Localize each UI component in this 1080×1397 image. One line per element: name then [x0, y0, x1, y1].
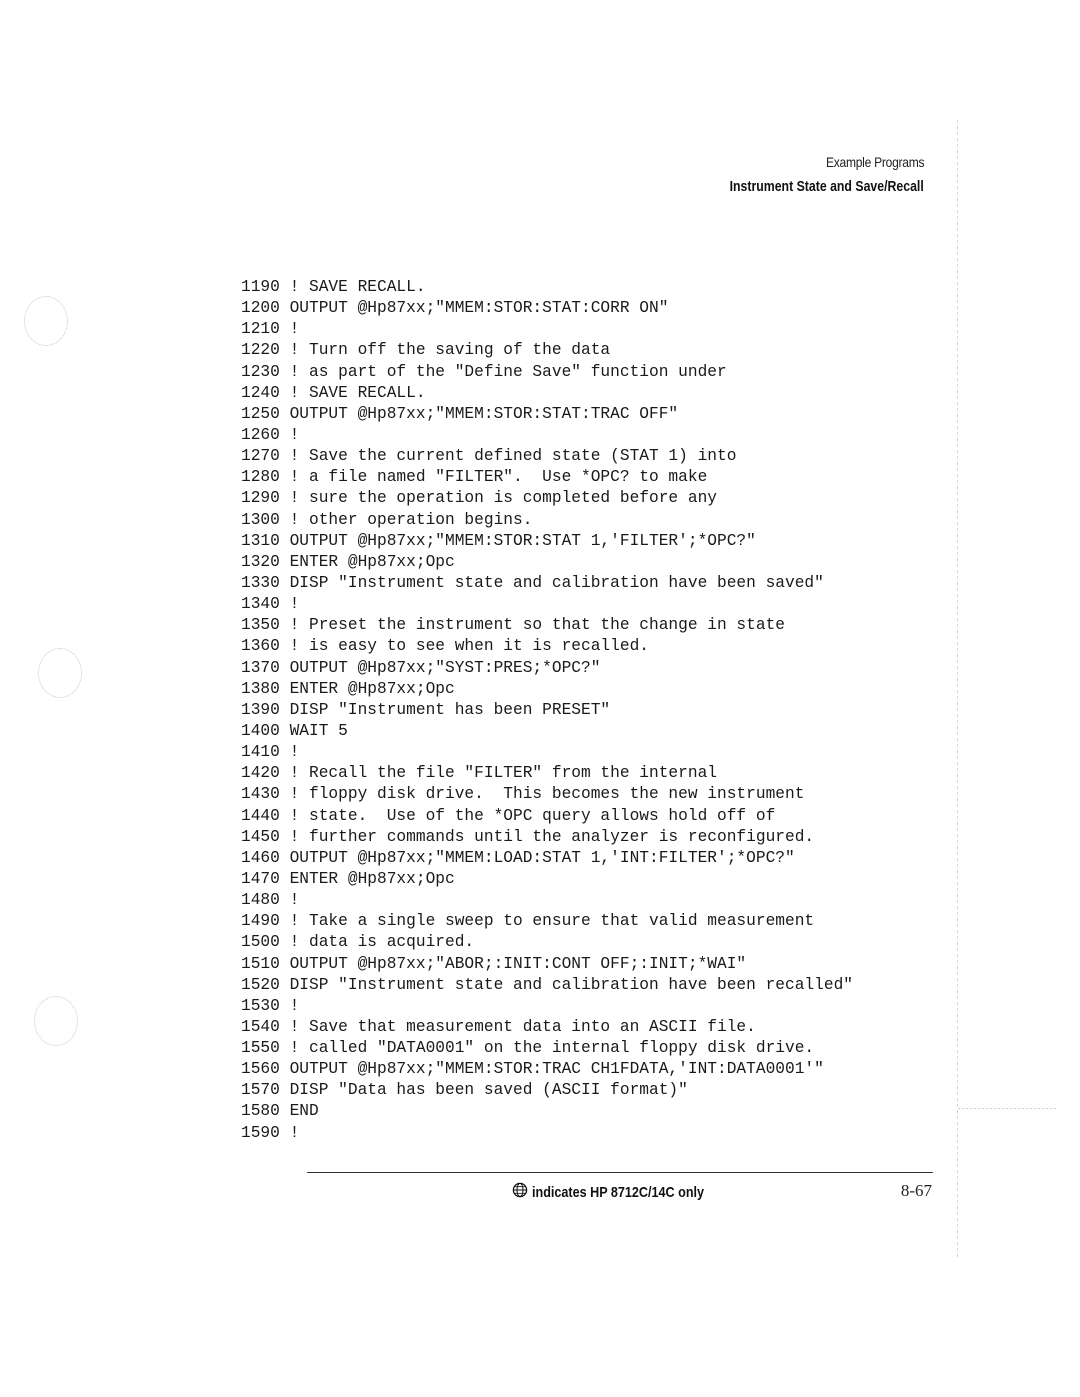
code-line: [241, 700, 853, 721]
line-number: 1420: [241, 764, 280, 783]
line-number: 1480: [241, 891, 280, 910]
line-text: ! Recall the file "FILTER" from the internal: [289, 764, 717, 783]
line-number: 1450: [241, 827, 280, 846]
line-text: DISP "Instrument state and calibration have been saved": [289, 573, 824, 592]
code-line: [241, 298, 853, 319]
line-text: !: [289, 425, 300, 444]
line-number: 1380: [241, 679, 280, 698]
code-line: [241, 827, 853, 848]
code-line: [241, 975, 853, 996]
code-line: [241, 1059, 853, 1080]
code-line: [241, 784, 853, 805]
code-line: [241, 383, 853, 404]
line-number: 1430: [241, 785, 280, 804]
line-text: ! Save the current defined state (STAT 1) into: [289, 447, 737, 466]
line-number: 1390: [241, 700, 280, 719]
code-line: [241, 362, 853, 383]
code-line: [241, 552, 853, 573]
code-line: [241, 573, 853, 594]
code-line: [241, 467, 853, 488]
code-line: [241, 446, 853, 467]
code-line: [241, 869, 853, 890]
line-number: 1240: [241, 383, 280, 402]
line-number: 1510: [241, 954, 280, 973]
code-line: [241, 531, 853, 552]
line-number: 1460: [241, 848, 280, 867]
line-text: ! SAVE RECALL.: [289, 383, 426, 402]
line-number: 1330: [241, 573, 280, 592]
line-text: !: [289, 1123, 300, 1142]
line-text: OUTPUT @Hp87xx;"ABOR;:INIT:CONT OFF;:INIT;*WAI": [289, 954, 747, 973]
code-line: [241, 636, 853, 657]
line-number: 1280: [241, 468, 280, 487]
code-line: [241, 996, 853, 1017]
line-text: DISP "Instrument has been PRESET": [289, 700, 611, 719]
code-line: [241, 1123, 853, 1144]
line-text: ! as part of the "Define Save" function under: [289, 362, 727, 381]
code-line: [241, 679, 853, 700]
code-line: [241, 1017, 853, 1038]
margin-scan-line: [957, 120, 958, 1260]
margin-scan-tick: [958, 1108, 1058, 1109]
line-number: 1200: [241, 299, 280, 318]
line-number: 1300: [241, 510, 280, 529]
line-text: !: [289, 891, 300, 910]
code-line: [241, 425, 853, 446]
line-text: ! further commands until the analyzer is reconfigured.: [289, 827, 815, 846]
code-line: [241, 742, 853, 763]
line-text: ! is easy to see when it is recalled.: [289, 637, 649, 656]
line-number: 1490: [241, 912, 280, 931]
line-number: 1560: [241, 1060, 280, 1079]
line-number: 1340: [241, 595, 280, 614]
line-text: ! Turn off the saving of the data: [289, 341, 611, 360]
footer-note-text: indicates HP 8712C/14C only: [532, 1183, 705, 1201]
line-number: 1540: [241, 1017, 280, 1036]
line-number: 1210: [241, 320, 280, 339]
punch-hole-top: [24, 296, 68, 346]
line-text: DISP "Instrument state and calibration have been recalled": [289, 975, 853, 994]
line-number: 1310: [241, 531, 280, 550]
punch-hole-bottom: [34, 996, 78, 1046]
line-number: 1520: [241, 975, 280, 994]
code-line: [241, 488, 853, 509]
line-text: ENTER @Hp87xx;Opc: [289, 679, 455, 698]
line-number: 1190: [241, 278, 280, 296]
line-text: ! a file named "FILTER". Use *OPC? to make: [289, 468, 708, 487]
line-text: OUTPUT @Hp87xx;"MMEM:STOR:STAT:TRAC OFF": [289, 404, 679, 423]
line-number: 1320: [241, 552, 280, 571]
line-text: END: [289, 1102, 319, 1121]
code-line: [241, 1080, 853, 1101]
hp-8712c-14c-globe-icon: [512, 1182, 528, 1202]
code-line: [241, 340, 853, 361]
line-number: 1550: [241, 1039, 280, 1058]
line-number: 1500: [241, 933, 280, 952]
line-text: ! SAVE RECALL.: [289, 278, 426, 296]
code-line: [241, 954, 853, 975]
code-line: [241, 1038, 853, 1059]
line-number: 1260: [241, 425, 280, 444]
section-title: Instrument State and Save/Recall: [729, 178, 924, 195]
section-label: Example Programs: [825, 154, 924, 170]
footer-note: [512, 1182, 737, 1202]
line-number: 1220: [241, 341, 280, 360]
code-line: [241, 848, 853, 869]
line-text: ! data is acquired.: [289, 933, 475, 952]
line-text: ! Preset the instrument so that the change in state: [289, 616, 785, 635]
punch-hole-middle: [38, 648, 82, 698]
code-line: [241, 721, 853, 742]
code-line: [241, 510, 853, 531]
code-line: [241, 319, 853, 340]
code-line: [241, 890, 853, 911]
line-text: OUTPUT @Hp87xx;"MMEM:LOAD:STAT 1,'INT:FILTER';*OPC?": [289, 848, 795, 867]
line-text: ENTER @Hp87xx;Opc: [289, 552, 455, 571]
code-line: [241, 277, 853, 298]
code-line: [241, 658, 853, 679]
code-line: [241, 932, 853, 953]
code-listing: [241, 277, 853, 1144]
line-number: 1370: [241, 658, 280, 677]
line-number: 1530: [241, 996, 280, 1015]
line-number: 1570: [241, 1081, 280, 1100]
code-line: [241, 806, 853, 827]
line-text: DISP "Data has been saved (ASCII format)": [289, 1081, 688, 1100]
code-line: [241, 763, 853, 784]
line-number: 1400: [241, 721, 280, 740]
line-text: ! other operation begins.: [289, 510, 533, 529]
code-line: [241, 594, 853, 615]
line-text: !: [289, 320, 300, 339]
line-number: 1580: [241, 1102, 280, 1121]
line-text: !: [289, 996, 300, 1015]
line-text: ENTER @Hp87xx;Opc: [289, 869, 455, 888]
line-text: OUTPUT @Hp87xx;"MMEM:STOR:STAT:CORR ON": [289, 299, 669, 318]
line-text: ! floppy disk drive. This becomes the new instrument: [289, 785, 805, 804]
line-text: OUTPUT @Hp87xx;"MMEM:STOR:STAT 1,'FILTER';*OPC?": [289, 531, 756, 550]
line-text: OUTPUT @Hp87xx;"SYST:PRES;*OPC?": [289, 658, 601, 677]
line-number: 1290: [241, 489, 280, 508]
code-line: [241, 615, 853, 636]
line-number: 1440: [241, 806, 280, 825]
line-text: ! Save that measurement data into an ASCII file.: [289, 1017, 756, 1036]
line-text: OUTPUT @Hp87xx;"MMEM:STOR:TRAC CH1FDATA,'INT:DATA0001'": [289, 1060, 824, 1079]
footer-rule: [307, 1172, 933, 1173]
line-number: 1590: [241, 1123, 280, 1142]
line-text: !: [289, 595, 300, 614]
code-line: [241, 1101, 853, 1122]
line-number: 1270: [241, 447, 280, 466]
code-line: [241, 404, 853, 425]
line-text: !: [289, 743, 300, 762]
line-number: 1350: [241, 616, 280, 635]
line-text: ! sure the operation is completed before any: [289, 489, 717, 508]
line-number: 1360: [241, 637, 280, 656]
line-text: WAIT 5: [289, 721, 348, 740]
line-number: 1410: [241, 743, 280, 762]
code-line: [241, 911, 853, 932]
line-number: 1250: [241, 404, 280, 423]
line-number: 1230: [241, 362, 280, 381]
line-text: ! Take a single sweep to ensure that valid measurement: [289, 912, 815, 931]
page-number: 8-67: [900, 1181, 932, 1200]
line-number: 1470: [241, 869, 280, 888]
line-text: ! state. Use of the *OPC query allows hold off of: [289, 806, 776, 825]
line-text: ! called "DATA0001" on the internal floppy disk drive.: [289, 1039, 815, 1058]
